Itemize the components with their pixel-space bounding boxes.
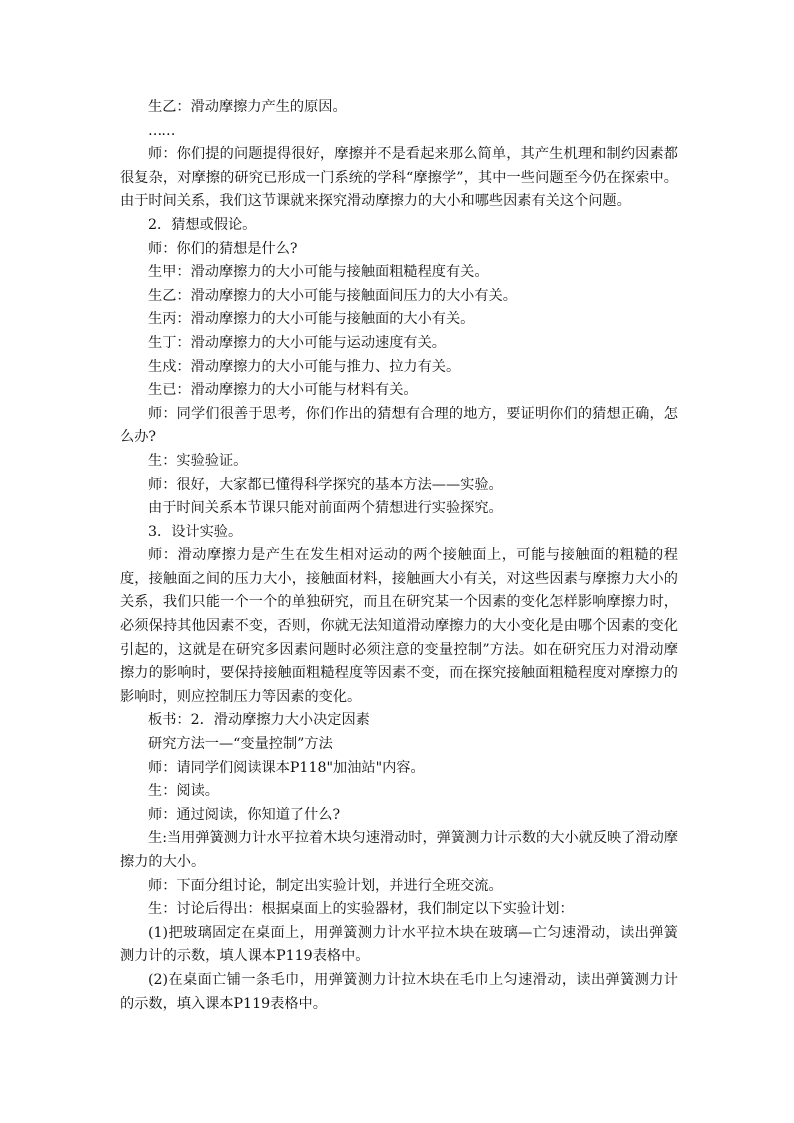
paragraph-teacher-intro: 师：你们提的问题提得很好，摩擦并不是看起来那么简单，其产生机理和制约因素都很复杂，对摩擦的研究已形成一门系统的学科“摩擦学”，其中一些问题至今仍在探索中。由于时间关系，我们这节课就来探究滑动摩擦力的大小和哪些因素有关这个问题。: [120, 146, 678, 210]
paragraph-teacher-read: 师：请同学们阅读课本P118"加油站"内容。: [148, 759, 425, 776]
paragraph-student-jia: 生甲：滑动摩擦力的大小可能与接触面粗糙程度有关。: [148, 264, 489, 281]
paragraph-board-title: 板书：2．滑动摩擦力大小决定因素: [148, 712, 370, 729]
paragraph-plan-step-1: (1)把玻璃固定在桌面上，用弹簧测力计水平拉木块在玻璃—亡匀速滑动，读出弹簧测力计的示数，填人课本P119表格中。: [120, 924, 678, 965]
paragraph-teacher-learned: 师：通过阅读，你知道了什么?: [148, 806, 341, 823]
paragraph-teacher-method: 师：很好，大家都已懂得科学探究的基本方法——实验。: [148, 476, 503, 493]
paragraph-student-bing: 生丙：滑动摩擦力的大小可能与接触面的大小有关。: [148, 311, 475, 328]
section-heading-hypothesis: 2．猜想或假论。: [148, 216, 257, 233]
paragraph-student-experiment: 生：实验验证。: [148, 452, 248, 469]
paragraph-teacher-prove: 师：同学们很善于思考，你们作出的猜想有合理的地方，要证明你们的猜想正确，怎么办?: [120, 405, 678, 446]
paragraph-plan-step-2: (2)在桌面亡铺一条毛巾，用弹簧测力计拉木块在毛巾上匀速滑动，读出弹簧测力计的示数，填入课本P119表格中。: [120, 971, 678, 1012]
paragraph-teacher-discuss: 师：下面分组讨论，制定出实验计划，并进行全班交流。: [148, 877, 503, 894]
paragraph-board-method: 研究方法一—“变量控制”方法: [148, 736, 333, 753]
paragraph-student-plan: 生：讨论后得出：根据桌面上的实验器材，我们制定以下实验计划：: [148, 901, 574, 918]
document-body: [120, 96, 678, 1016]
section-heading-design: 3．设计实验。: [148, 523, 243, 540]
paragraph-student-spring-scale: 生:当用弹簧测力计水平拉着木块匀速滑动时，弹簧测力计示数的大小就反映了滑动摩擦力的大小。: [120, 830, 678, 870]
paragraph-student-ding: 生丁：滑动摩擦力的大小可能与运动速度有关。: [148, 334, 446, 351]
paragraph-student-xu: 生戍：滑动摩擦力的大小可能与推力、拉力有关。: [148, 358, 461, 375]
paragraph-student-yi: 生乙：滑动摩擦力的大小可能与接触面间压力的大小有关。: [148, 287, 517, 304]
paragraph-time-limit: 由于时间关系本节课只能对前面两个猜想进行实验探究。: [148, 500, 503, 517]
paragraph-student-ji: 生已：滑动摩擦力的大小可能与材料有关。: [148, 382, 418, 399]
paragraph-student-b-cause: 生乙：滑动摩擦力产生的原因。: [148, 99, 347, 115]
paragraph-ellipsis: ……: [148, 122, 175, 139]
paragraph-teacher-question: 师：你们的猜想是什么?: [148, 240, 298, 257]
paragraph-teacher-variables: 师：滑动摩擦力是产生在发生相对运动的两个接触面上，可能与接触面的粗糙的程度，接触面之间的压力大小，接触面材料，接触画大小有关，对这些因素与摩擦力大小的关系，我们只能一个一个的单独研究，而且在研究某一个因素的变化怎样影响摩擦力时，必须保持其他因素不变，否则，你就无法知道滑动摩擦力的大小变化是由哪个因素的变化引起的，这就是在研究多因素问题时必须注意的变量控制”方法。如在研究压力对滑动摩擦力的影响时，要保持接触面粗糙程度等因素不变，而在探究接触面粗糙程度对摩擦力的影响时，则应控制压力等因素的变化。: [120, 547, 678, 705]
paragraph-student-read: 生：阅读。: [148, 783, 219, 800]
